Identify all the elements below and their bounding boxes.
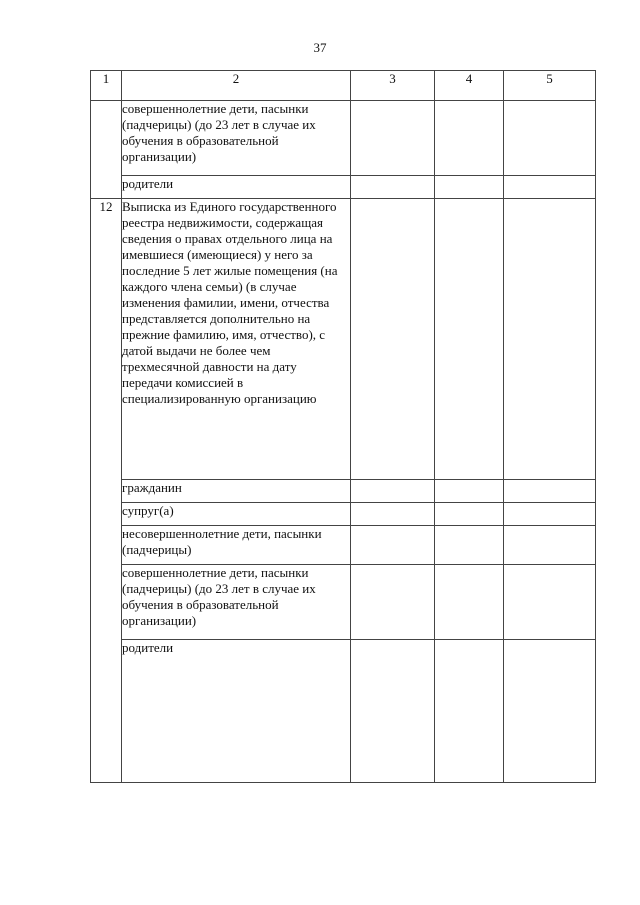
- table-row: [91, 503, 596, 526]
- table-row: [91, 526, 596, 565]
- empty-cell: [435, 199, 504, 480]
- row-label: совершеннолетние дети, пасынки (падчерицы) (до 23 лет в случае их обучения в образовательной организации): [122, 101, 351, 176]
- empty-cell: [504, 503, 596, 526]
- row-label: родители: [122, 640, 351, 783]
- table-row: [91, 101, 596, 176]
- row-label: родители: [122, 176, 351, 199]
- continued-number-cell: [91, 101, 122, 199]
- row-label: несовершеннолетние дети, пасынки (падчерицы): [122, 526, 351, 565]
- empty-cell: [351, 503, 435, 526]
- header-col-5: 5: [504, 71, 596, 101]
- empty-cell: [504, 480, 596, 503]
- row-label: гражданин: [122, 480, 351, 503]
- empty-cell: [351, 199, 435, 480]
- section-title: Выписка из Единого государственного реестра недвижимости, содержащая сведения о правах отдельного лица на имевшиеся (имеющиеся) у него за последние 5 лет жилые помещения (на каждого члена семьи) (в случае изменения фамилии, имени, отчества представляется дополнительно на прежние фамилию, имя, отчество), с датой выдачи не более чем трехмесячной давности на дату передачи комиссией в специализированную организацию: [122, 199, 351, 480]
- table-row: [91, 565, 596, 640]
- empty-cell: [351, 176, 435, 199]
- empty-cell: [351, 565, 435, 640]
- documents-table: [90, 70, 596, 783]
- section-number-12: 12: [91, 199, 122, 783]
- table-row: [91, 199, 596, 480]
- empty-cell: [351, 640, 435, 783]
- empty-cell: [351, 526, 435, 565]
- header-col-2: 2: [122, 71, 351, 101]
- empty-cell: [351, 480, 435, 503]
- table-row: [91, 480, 596, 503]
- empty-cell: [504, 176, 596, 199]
- empty-cell: [435, 176, 504, 199]
- page-number: 37: [313, 40, 327, 55]
- header-col-4: 4: [435, 71, 504, 101]
- header-row: [91, 71, 596, 101]
- empty-cell: [504, 101, 596, 176]
- empty-cell: [351, 101, 435, 176]
- empty-cell: [435, 480, 504, 503]
- table-row: [91, 176, 596, 199]
- header-col-1: 1: [91, 71, 122, 101]
- row-label: совершеннолетние дети, пасынки (падчерицы) (до 23 лет в случае их обучения в образовательной организации): [122, 565, 351, 640]
- row-label: супруг(а): [122, 503, 351, 526]
- header-col-3: 3: [351, 71, 435, 101]
- empty-cell: [504, 565, 596, 640]
- empty-cell: [435, 526, 504, 565]
- table-row: [91, 640, 596, 783]
- empty-cell: [435, 565, 504, 640]
- empty-cell: [504, 640, 596, 783]
- empty-cell: [435, 640, 504, 783]
- empty-cell: [435, 101, 504, 176]
- empty-cell: [504, 199, 596, 480]
- empty-cell: [435, 503, 504, 526]
- empty-cell: [504, 526, 596, 565]
